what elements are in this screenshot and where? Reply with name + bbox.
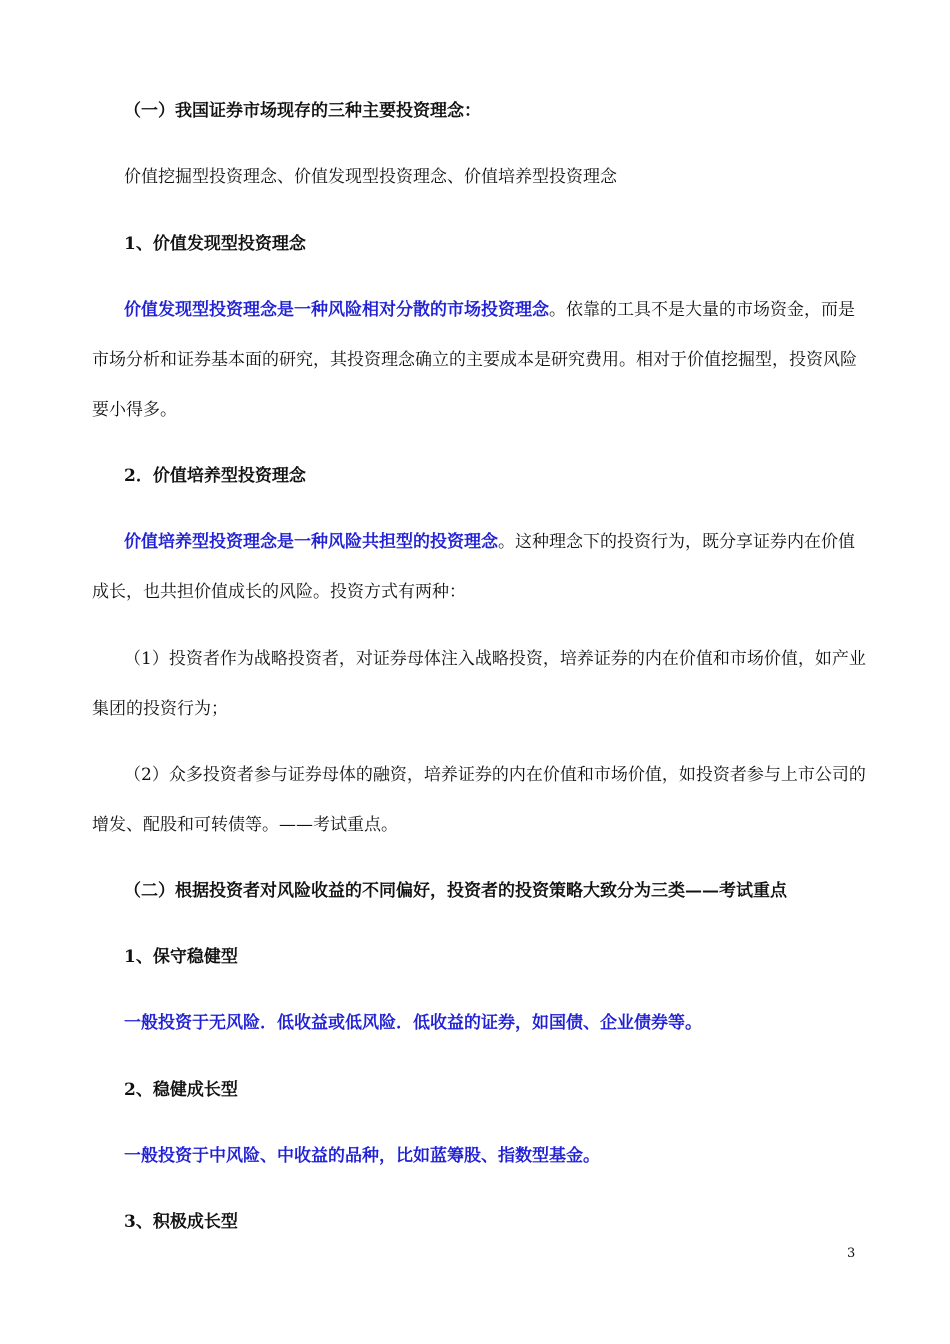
strategy-type-2-description: 一般投资于中风险、中收益的品种，比如蓝筹股、指数型基金。 — [124, 1146, 600, 1166]
emphasis-text: 价值培养型投资理念是一种风险共担型的投资理念 — [124, 532, 498, 552]
strategy-type-3-title: 3、积极成长型 — [124, 1212, 238, 1232]
section-heading-2: （二）根据投资者对风险收益的不同偏好，投资者的投资策略大致分为三类——考试重点 — [124, 881, 787, 901]
list-item-2-line-2: 增发、配股和可转债等。——考试重点。 — [92, 815, 398, 835]
body-text: 。依靠的工具不是大量的市场资金，而是 — [549, 300, 855, 320]
emphasis-text: 价值发现型投资理念是一种风险相对分散的市场投资理念 — [124, 300, 549, 320]
paragraph-value-cultivation-line-1 — [124, 530, 855, 554]
paragraph-value-discovery-line-1 — [124, 298, 855, 322]
investment-philosophy-list: 价值挖掘型投资理念、价值发现型投资理念、价值培养型投资理念 — [124, 167, 617, 187]
paragraph-value-cultivation-line-2: 成长，也共担价值成长的风险。投资方式有两种： — [92, 582, 466, 602]
subheading-value-cultivation: 2．价值培养型投资理念 — [124, 466, 306, 486]
list-item-2-line-1: （2）众多投资者参与证券母体的融资，培养证券的内在价值和市场价值，如投资者参与上市公司的 — [124, 765, 866, 785]
page-number: 3 — [847, 1246, 856, 1261]
paragraph-value-discovery-line-2: 市场分析和证券基本面的研究，其投资理念确立的主要成本是研究费用。相对于价值挖掘型，投资风险 — [92, 350, 857, 370]
subheading-value-discovery: 1、价值发现型投资理念 — [124, 234, 306, 254]
strategy-type-1-description: 一般投资于无风险．低收益或低风险．低收益的证券，如国债、企业债券等。 — [124, 1013, 702, 1033]
list-item-1-line-2: 集团的投资行为； — [92, 699, 228, 719]
strategy-type-2-title: 2、稳健成长型 — [124, 1080, 238, 1100]
strategy-type-1-title: 1、保守稳健型 — [124, 947, 238, 967]
body-text: 。这种理念下的投资行为，既分享证券内在价值 — [498, 532, 855, 552]
list-item-1-line-1: （1）投资者作为战略投资者，对证券母体注入战略投资，培养证券的内在价值和市场价值，如产业 — [124, 649, 866, 669]
paragraph-value-discovery-line-3: 要小得多。 — [92, 400, 177, 420]
section-heading-1: （一）我国证券市场现存的三种主要投资理念： — [124, 101, 481, 121]
